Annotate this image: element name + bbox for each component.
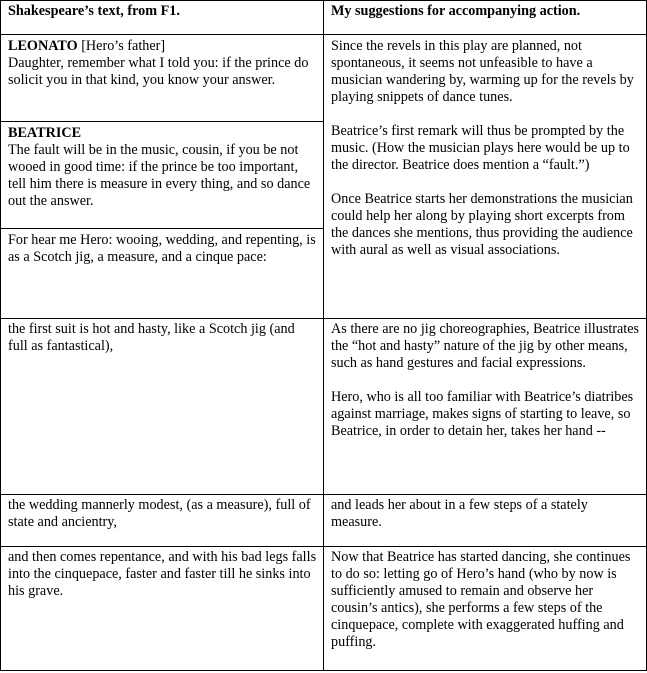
suggestion-paragraph: Once Beatrice starts her demonstrations the musician could help her along by playing short excerpts from the dances she mentions, thus providing the audience with aural as well as visual associations.	[331, 191, 633, 258]
cell-suggestion-jig	[324, 319, 646, 440]
cell-suggestion-cinquepace	[324, 547, 646, 651]
cell-beatrice	[1, 123, 323, 210]
header-left	[1, 1, 323, 34]
speech-text: the wedding mannerly modest, (as a measure), full of state and ancientry,	[8, 497, 311, 530]
cell-leonato	[1, 36, 323, 89]
speaker-name: BEATRICE	[8, 125, 82, 141]
speech-text: the first suit is hot and hasty, like a Scotch jig (and full as fantastical),	[8, 321, 295, 354]
header-left-text: Shakespeare’s text, from F1.	[8, 3, 180, 19]
speech-text: For hear me Hero: wooing, wedding, and repenting, is as a Scotch jig, a measure, and a cinque pace:	[8, 232, 316, 265]
header-right-text: My suggestions for accompanying action.	[331, 3, 581, 19]
cell-suggestion-musician	[324, 36, 646, 259]
speech-text: and then comes repentance, and with his bad legs falls into the cinquepace, faster and faster till he sinks into his grave.	[8, 549, 317, 599]
header-right	[324, 1, 646, 34]
speaker-name: LEONATO	[8, 38, 78, 54]
cell-wedding	[1, 495, 323, 531]
suggestion-paragraph: and leads her about in a few steps of a stately measure.	[331, 497, 588, 530]
suggestion-paragraph: As there are no jig choreographies, Beatrice illustrates the “hot and hasty” nature of the jig by other means, such as hand gestures and facial expressions.	[331, 321, 640, 371]
suggestion-paragraph: Beatrice’s first remark will thus be prompted by the music. (How the musician plays here would be up to the director. Beatrice does mention a “fault.”)	[331, 123, 630, 173]
speech-text: Daughter, remember what I told you: if the prince do solicit you in that kind, you know your answer.	[8, 55, 309, 88]
suggestion-paragraph: Since the revels in this play are planned, not spontaneous, it seems not unfeasible to have a musician wandering by, warming up for the revels by playing snippets of dance tunes.	[331, 38, 634, 105]
cell-hear-me-hero	[1, 230, 323, 266]
cell-suggestion-measure	[324, 495, 646, 531]
speaker-note: [Hero’s father]	[77, 38, 166, 54]
row-divider	[0, 121, 323, 122]
suggestion-paragraph: Hero, who is all too familiar with Beatrice’s diatribes against marriage, makes signs of starting to leave, so Beatrice, in order to detain her, takes her hand --	[331, 389, 634, 439]
cell-repentance	[1, 547, 323, 600]
row-divider	[0, 228, 323, 229]
speech-text: The fault will be in the music, cousin, if you be not wooed in good time: if the prince be too important, tell him there is measure in every thing, and so dance out the answer.	[8, 142, 311, 209]
suggestion-paragraph: Now that Beatrice has started dancing, she continues to do so: letting go of Hero’s hand (who by now is sufficiently amused to remain and observe her cousin’s antics), she performs a few steps of the cinquepace, complete with exaggerated huffing and puffing.	[331, 549, 631, 650]
cell-first-suit	[1, 319, 323, 355]
